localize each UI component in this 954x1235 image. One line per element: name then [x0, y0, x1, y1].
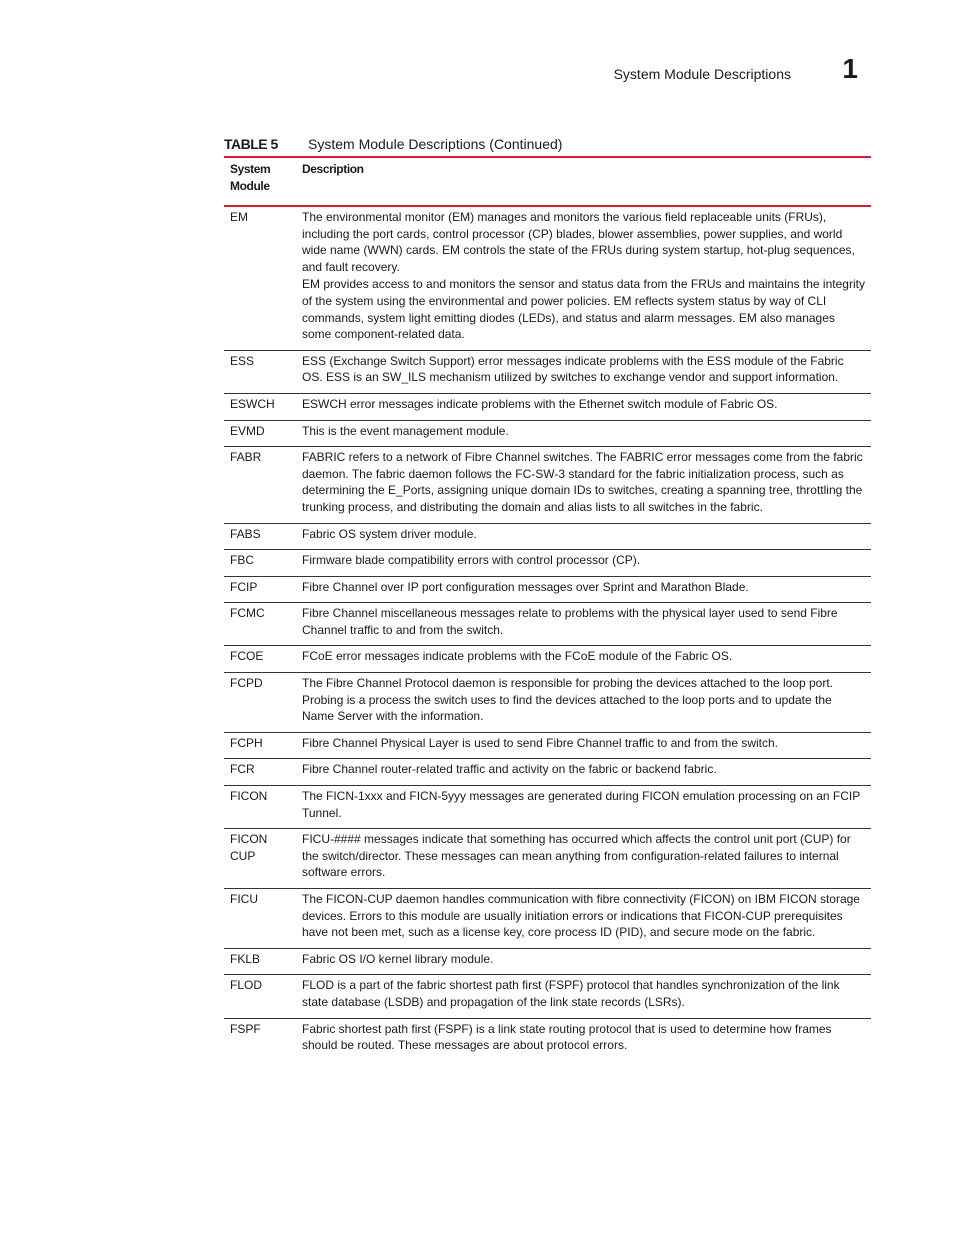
description-paragraph: Firmware blade compatibility errors with control processor (CP).	[302, 553, 641, 568]
module-name-cell: EM	[224, 206, 296, 350]
table-row	[224, 550, 871, 577]
module-name-cell: FCIP	[224, 576, 296, 603]
table-row	[224, 889, 871, 949]
description-paragraph: The FICON-CUP daemon handles communication with fibre connectivity (FICON) on IBM FICON storage devices. Errors to this module are usually initiation errors or indications that FICON-CUP prerequisites have not been met, such as a license key, core process ID (PID), and secure mode on the fabric.	[302, 892, 860, 940]
description-paragraph: The environmental monitor (EM) manages and monitors the various field replaceable units (FRUs), including the port cards, control processor (CP) blades, blower assemblies, power supplies, and world wide name (WWN) cards. EM controls the state of the FRUs during system startup, hot-plug sequences, and fault recovery.	[302, 210, 855, 274]
module-name-cell: FICON	[224, 786, 296, 829]
table-row	[224, 646, 871, 673]
table-title: System Module Descriptions (Continued)	[308, 136, 563, 152]
table-row	[224, 393, 871, 420]
module-name-cell: ESWCH	[224, 393, 296, 420]
table-row	[224, 732, 871, 759]
module-description-cell	[296, 603, 871, 646]
table-header-row	[224, 157, 871, 206]
description-paragraph: ESWCH error messages indicate problems with the Ethernet switch module of Fabric OS.	[302, 396, 778, 411]
module-name-cell: FICON CUP	[224, 829, 296, 889]
description-paragraph: EM provides access to and monitors the sensor and status data from the FRUs and maintains the integrity of the system using the environmental and power policies. EM reflects system status by way of CLI commands, system light emitting diodes (LEDs), and status and alarm messages. EM also manages some component-related data.	[302, 277, 865, 342]
table-body	[224, 206, 871, 1061]
table-row	[224, 420, 871, 447]
module-description-cell	[296, 350, 871, 393]
table-row	[224, 603, 871, 646]
module-name-cell: FCR	[224, 759, 296, 786]
module-description-cell	[296, 646, 871, 673]
module-description-cell	[296, 1018, 871, 1061]
module-name-cell: ESS	[224, 350, 296, 393]
module-description-cell	[296, 206, 871, 350]
module-description-cell	[296, 829, 871, 889]
description-paragraph: Fibre Channel miscellaneous messages relate to problems with the physical layer used to send Fibre Channel traffic to and from the switch.	[302, 606, 838, 637]
module-name-cell: EVMD	[224, 420, 296, 447]
module-description-cell	[296, 420, 871, 447]
table-row	[224, 576, 871, 603]
description-paragraph: Fibre Channel router-related traffic and activity on the fabric or backend fabric.	[302, 762, 717, 777]
description-paragraph: Fibre Channel over IP port configuration messages over Sprint and Marathon Blade.	[302, 579, 749, 594]
module-name-cell: FABS	[224, 523, 296, 550]
description-paragraph: Fabric OS system driver module.	[302, 526, 477, 541]
module-description-cell	[296, 975, 871, 1018]
module-name-cell: FKLB	[224, 948, 296, 975]
chapter-number: 1	[842, 53, 858, 84]
module-name-cell: FBC	[224, 550, 296, 577]
table-row	[224, 673, 871, 733]
module-description-cell	[296, 732, 871, 759]
module-name-cell: FCPD	[224, 673, 296, 733]
module-description-cell	[296, 948, 871, 975]
column-header-module: System Module	[224, 157, 296, 206]
module-table	[224, 156, 871, 1061]
table-row	[224, 350, 871, 393]
running-header-title: System Module Descriptions	[613, 66, 791, 82]
module-description-cell	[296, 447, 871, 523]
description-paragraph: Fabric shortest path first (FSPF) is a link state routing protocol that is used to determine how frames should be routed. These messages are about protocol errors.	[302, 1021, 832, 1053]
description-paragraph: The FICN-1xxx and FICN-5yyy messages are generated during FICON emulation processing on an FCIP Tunnel.	[302, 789, 861, 820]
module-description-cell	[296, 673, 871, 733]
description-paragraph: FCoE error messages indicate problems with the FCoE module of the Fabric OS.	[302, 649, 733, 664]
description-paragraph: FABRIC refers to a network of Fibre Channel switches. The FABRIC error messages come from the fabric daemon. The fabric daemon follows the FC-SW-3 standard for the fabric initialization process, such as determining the E_Ports, assigning unique domain IDs to switches, creating a spanning tree, throttling the trunking process, and distributing the domain and alias lists to all switches in the fabric.	[302, 450, 863, 514]
table-caption	[224, 134, 871, 156]
module-name-cell: FSPF	[230, 1021, 261, 1036]
table-row	[224, 206, 871, 350]
module-description-cell	[296, 786, 871, 829]
description-paragraph: The Fibre Channel Protocol daemon is responsible for probing the devices attached to the loop port. Probing is a process the switch uses to find the devices attached to the loop ports and to update the Name Server with the information.	[302, 676, 833, 724]
description-paragraph: This is the event management module.	[302, 423, 509, 438]
table-row	[224, 948, 871, 975]
table-label: TABLE 5	[224, 136, 278, 152]
module-description-cell	[296, 759, 871, 786]
table-row	[224, 786, 871, 829]
module-description-cell	[296, 550, 871, 577]
description-paragraph: FICU-#### messages indicate that something has occurred which affects the control unit port (CUP) for the switch/director. These messages can mean anything from configuration-related failures to internal software errors.	[302, 832, 851, 880]
module-name-cell: FICU	[224, 889, 296, 949]
description-paragraph: ESS (Exchange Switch Support) error messages indicate problems with the ESS module of the Fabric OS. ESS is an SW_ILS mechanism utilized by switches to exchange vendor and support information.	[302, 353, 844, 385]
module-name-cell: FCMC	[224, 603, 296, 646]
table-row	[224, 829, 871, 889]
description-paragraph: FLOD is a part of the fabric shortest path first (FSPF) protocol that handles synchronization of the link state database (LSDB) and propagation of the link state records (LSRs).	[302, 978, 840, 1009]
table-row	[224, 1018, 871, 1061]
table-row	[224, 523, 871, 550]
module-description-cell	[296, 576, 871, 603]
description-paragraph: Fibre Channel Physical Layer is used to send Fibre Channel traffic to and from the switch.	[302, 735, 779, 750]
module-name-cell: FCPH	[224, 732, 296, 759]
module-description-cell	[296, 523, 871, 550]
module-description-cell	[296, 393, 871, 420]
running-header	[560, 53, 860, 88]
module-name-cell: FABR	[224, 447, 296, 523]
module-table-container	[224, 134, 871, 1061]
column-header-description: Description	[296, 157, 871, 206]
table-row	[224, 759, 871, 786]
description-paragraph: Fabric OS I/O kernel library module.	[302, 951, 494, 966]
module-description-cell	[296, 889, 871, 949]
module-name-cell: FLOD	[224, 975, 296, 1018]
table-row	[224, 447, 871, 523]
module-name-cell: FCOE	[224, 646, 296, 673]
table-row	[224, 975, 871, 1018]
